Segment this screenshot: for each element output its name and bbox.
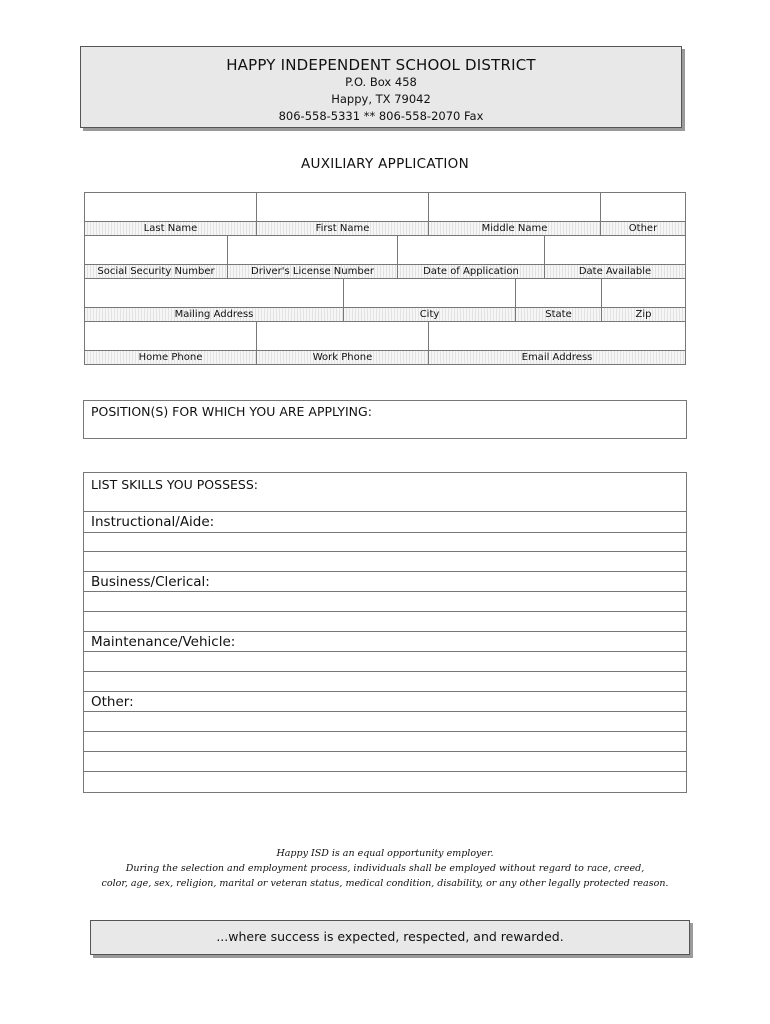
middle-name-field[interactable]: [429, 193, 601, 221]
date-available-field[interactable]: [545, 236, 685, 264]
district-header: [80, 46, 682, 128]
business-line-2[interactable]: [84, 612, 686, 632]
position-label: POSITION(S) FOR WHICH YOU ARE APPLYING:: [91, 404, 372, 419]
applicant-info-grid: [84, 192, 686, 365]
state-field[interactable]: [516, 279, 602, 307]
other-line-1[interactable]: [84, 712, 686, 732]
eeo-line-2: During the selection and employment process, individuals shall be employed without regard to race, creed,: [125, 863, 645, 874]
other-line-2[interactable]: [84, 732, 686, 752]
skills-heading: LIST SKILLS YOU POSSESS:: [84, 473, 686, 512]
home-phone-field[interactable]: [85, 322, 257, 350]
instructional-line-2[interactable]: [84, 552, 686, 572]
name-block: [85, 193, 685, 236]
instructional-aide-heading: Instructional/Aide:: [84, 512, 686, 533]
first-name-field[interactable]: [257, 193, 429, 221]
skills-table: [83, 472, 687, 793]
email-address-label: Email Address: [429, 350, 685, 364]
business-clerical-heading: Business/Clerical:: [84, 572, 686, 592]
maintenance-line-1[interactable]: [84, 652, 686, 672]
date-of-application-label: Date of Application: [398, 264, 545, 278]
maintenance-vehicle-heading: Maintenance/Vehicle:: [84, 632, 686, 652]
mailing-address-label: Mailing Address: [85, 307, 344, 321]
city-label: City: [344, 307, 516, 321]
id-block: [85, 236, 685, 279]
address-block: [85, 279, 685, 322]
date-of-application-field[interactable]: [398, 236, 545, 264]
home-phone-label: Home Phone: [85, 350, 257, 364]
middle-name-label: Middle Name: [429, 221, 601, 235]
date-available-label: Date Available: [545, 264, 685, 278]
instructional-line-1[interactable]: [84, 533, 686, 552]
first-name-label: First Name: [257, 221, 429, 235]
city-state: Happy, TX 79042: [331, 92, 431, 106]
work-phone-label: Work Phone: [257, 350, 429, 364]
maintenance-line-2[interactable]: [84, 672, 686, 692]
form-title: AUXILIARY APPLICATION: [300, 156, 470, 172]
last-name-field[interactable]: [85, 193, 257, 221]
other-name-label: Other: [601, 221, 685, 235]
eeo-line-1: Happy ISD is an equal opportunity employer.: [276, 848, 494, 859]
ssn-field[interactable]: [85, 236, 228, 264]
work-phone-field[interactable]: [257, 322, 429, 350]
other-skills-heading: Other:: [84, 692, 686, 712]
position-applying-field[interactable]: [83, 400, 687, 439]
ssn-label: Social Security Number: [85, 264, 228, 278]
mailing-address-field[interactable]: [85, 279, 344, 307]
zip-label: Zip: [602, 307, 685, 321]
po-box: P.O. Box 458: [345, 75, 417, 89]
eeo-line-3: color, age, sex, religion, marital or veteran status, medical condition, disability, or any other legally protected reason.: [101, 878, 669, 889]
zip-field[interactable]: [602, 279, 685, 307]
motto-banner: ...where success is expected, respected, and rewarded.: [90, 920, 690, 955]
drivers-license-field[interactable]: [228, 236, 398, 264]
eeo-statement: [0, 846, 770, 891]
contact-block: [85, 322, 685, 364]
business-line-1[interactable]: [84, 592, 686, 612]
phone-fax: 806-558-5331 ** 806-558-2070 Fax: [278, 109, 484, 123]
city-field[interactable]: [344, 279, 516, 307]
state-label: State: [516, 307, 602, 321]
district-name: HAPPY INDEPENDENT SCHOOL DISTRICT: [226, 56, 536, 74]
last-name-label: Last Name: [85, 221, 257, 235]
drivers-license-label: Driver's License Number: [228, 264, 398, 278]
other-line-3[interactable]: [84, 752, 686, 772]
other-line-4[interactable]: [84, 772, 686, 792]
other-name-field[interactable]: [601, 193, 685, 221]
email-address-field[interactable]: [429, 322, 685, 350]
